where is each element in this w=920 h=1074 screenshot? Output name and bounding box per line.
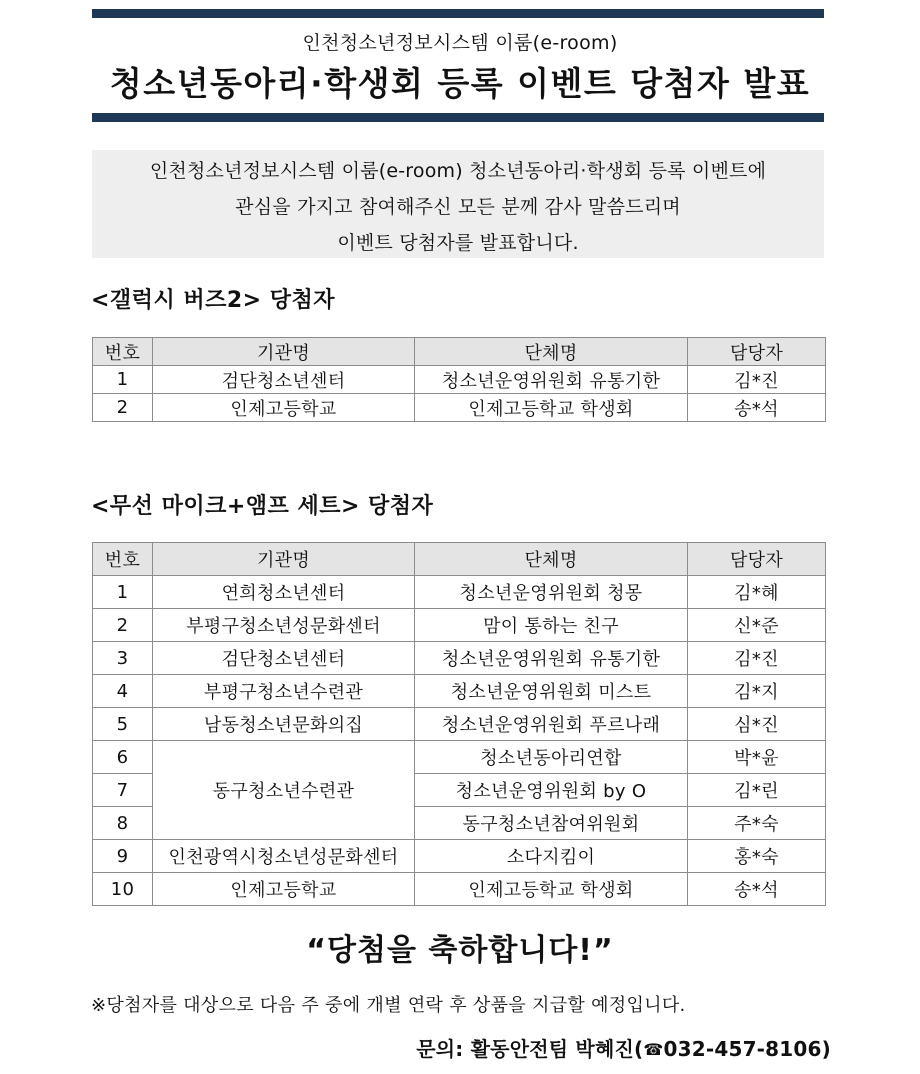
- section-title-mic: <무선 마이크+앰프 세트> 당첨자: [91, 494, 434, 519]
- contact-phone: 032-457-8106): [663, 1037, 831, 1061]
- congrats-message: “당첨을 축하합니다!”: [306, 933, 614, 968]
- cell-no: 6: [93, 741, 153, 774]
- cell-person: 홍*숙: [688, 840, 826, 873]
- cell-person: 김*진: [688, 366, 826, 394]
- column-header-no: 번호: [93, 543, 153, 576]
- cell-no: 4: [93, 675, 153, 708]
- cell-person: 김*혜: [688, 576, 826, 609]
- cell-group: 청소년운영위원회 미스트: [415, 675, 688, 708]
- cell-no: 9: [93, 840, 153, 873]
- cell-org: 연희청소년센터: [153, 576, 415, 609]
- table-row: [93, 675, 826, 708]
- cell-no: 8: [93, 807, 153, 840]
- cell-org: 검단청소년센터: [153, 642, 415, 675]
- table-row: [93, 366, 826, 394]
- column-header-org: 기관명: [153, 543, 415, 576]
- cell-group: 청소년운영위원회 유통기한: [415, 642, 688, 675]
- cell-org: 남동청소년문화의집: [153, 708, 415, 741]
- column-header-person: 담당자: [688, 338, 826, 366]
- cell-person: 박*윤: [688, 741, 826, 774]
- table-row: [93, 708, 826, 741]
- column-header-no: 번호: [93, 338, 153, 366]
- cell-group: 맘이 통하는 친구: [415, 609, 688, 642]
- cell-no: 5: [93, 708, 153, 741]
- cell-org: 검단청소년센터: [153, 366, 415, 394]
- cell-org: 부평구청소년성문화센터: [153, 609, 415, 642]
- cell-person: 심*진: [688, 708, 826, 741]
- table-row: [93, 394, 826, 422]
- phone-icon: ☎: [643, 1040, 664, 1059]
- header-top-rule: [92, 9, 824, 18]
- table-row: [93, 609, 826, 642]
- table-row: [93, 642, 826, 675]
- cell-person: 김*지: [688, 675, 826, 708]
- cell-group: 청소년운영위원회 유통기한: [415, 366, 688, 394]
- cell-no: 2: [93, 609, 153, 642]
- table-header-row: [93, 338, 826, 366]
- table-header-row: [93, 543, 826, 576]
- page-subtitle: 인천청소년정보시스템 이룸(e-room): [302, 32, 618, 54]
- notice-text: ※당첨자를 대상으로 다음 주 중에 개별 연락 후 상품을 지급할 예정입니다.: [91, 995, 686, 1016]
- intro-line: 관심을 가지고 참여해주신 모든 분께 감사 말씀드리며: [235, 196, 681, 218]
- contact-prefix: 문의: 활동안전팀 박혜진(: [416, 1037, 644, 1061]
- cell-person: 김*린: [688, 774, 826, 807]
- cell-no: 7: [93, 774, 153, 807]
- winners-table-buds: [92, 337, 826, 422]
- cell-org: 인천광역시청소년성문화센터: [153, 840, 415, 873]
- cell-group: 소다지킴이: [415, 840, 688, 873]
- cell-person: 송*석: [688, 873, 826, 906]
- section-title-buds: <갤럭시 버즈2> 당첨자: [91, 288, 336, 313]
- column-header-group: 단체명: [415, 338, 688, 366]
- table-row: [93, 576, 826, 609]
- cell-no: 10: [93, 873, 153, 906]
- cell-org: 부평구청소년수련관: [153, 675, 415, 708]
- cell-group: 청소년운영위원회 청몽: [415, 576, 688, 609]
- cell-group: 동구청소년참여위원회: [415, 807, 688, 840]
- contact-info: [416, 1033, 831, 1062]
- column-header-person: 담당자: [688, 543, 826, 576]
- cell-no: 1: [93, 576, 153, 609]
- cell-group: 청소년운영위원회 by O: [415, 774, 688, 807]
- intro-line: 이벤트 당첨자를 발표합니다.: [337, 232, 579, 254]
- column-header-org: 기관명: [153, 338, 415, 366]
- cell-group: 인제고등학교 학생회: [415, 873, 688, 906]
- page-title: 청소년동아리·학생회 등록 이벤트 당첨자 발표: [109, 64, 811, 103]
- header-bottom-rule: [92, 113, 824, 122]
- winners-table-mic: [92, 542, 826, 906]
- cell-person: 주*숙: [688, 807, 826, 840]
- intro-box: [92, 150, 824, 258]
- cell-org: 인제고등학교: [153, 873, 415, 906]
- cell-group: 인제고등학교 학생회: [415, 394, 688, 422]
- cell-no: 3: [93, 642, 153, 675]
- cell-org-merged: 동구청소년수련관: [153, 741, 415, 840]
- cell-person: 김*진: [688, 642, 826, 675]
- cell-no: 1: [93, 366, 153, 394]
- table-row: [93, 840, 826, 873]
- column-header-group: 단체명: [415, 543, 688, 576]
- cell-org: 인제고등학교: [153, 394, 415, 422]
- table-row: [93, 741, 826, 774]
- cell-group: 청소년동아리연합: [415, 741, 688, 774]
- table-row: [93, 873, 826, 906]
- cell-person: 신*준: [688, 609, 826, 642]
- cell-no: 2: [93, 394, 153, 422]
- cell-group: 청소년운영위원회 푸르나래: [415, 708, 688, 741]
- cell-person: 송*석: [688, 394, 826, 422]
- intro-line: 인천청소년정보시스템 이룸(e-room) 청소년동아리·학생회 등록 이벤트에: [149, 160, 767, 182]
